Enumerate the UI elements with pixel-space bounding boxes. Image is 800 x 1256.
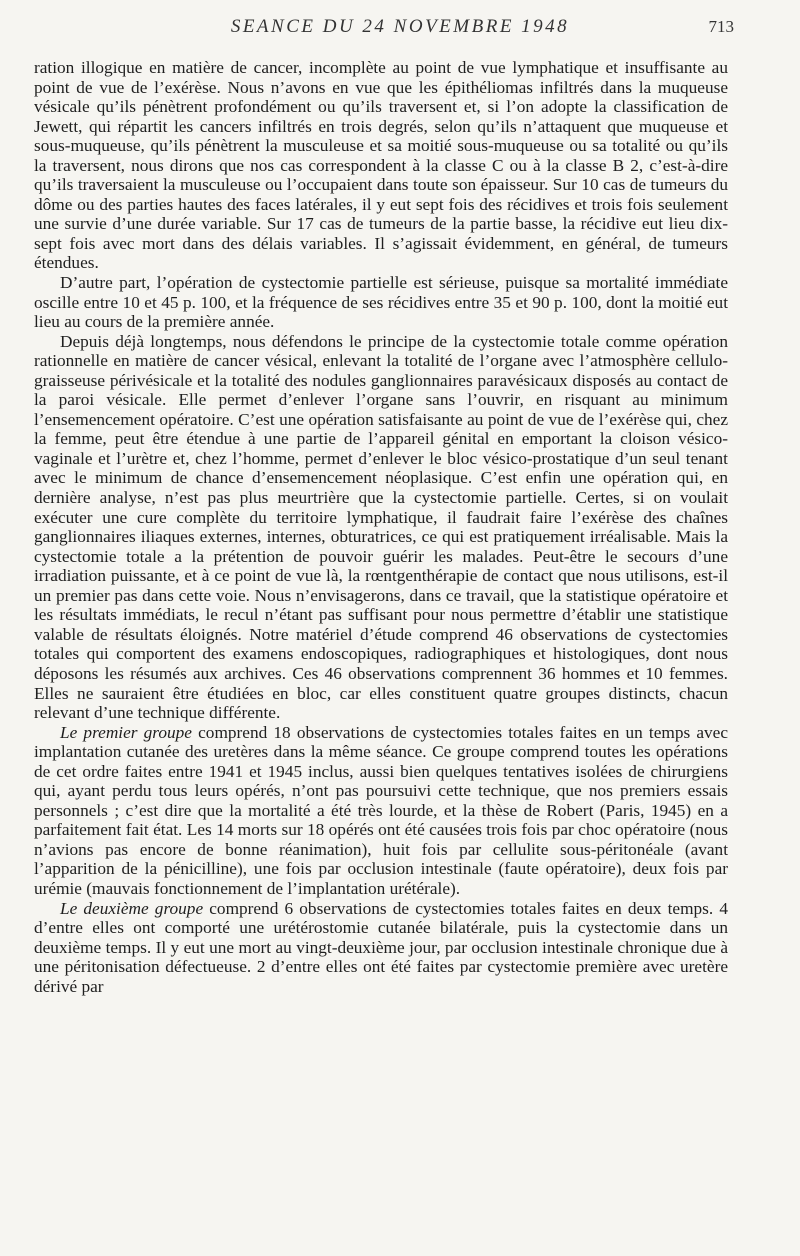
- paragraph-2: D’autre part, l’opération de cystectomie partielle est sérieuse, puisque sa mortalité immédiate oscille entre 10 et 45 p. 100, et la fréquence de ses récidives entre 35 et 90 p. 100, dont la moitié eut lieu au cours de la première année.: [34, 273, 728, 332]
- paragraph-4: [34, 723, 728, 899]
- page-number: 713: [708, 17, 734, 36]
- paragraph-5: [34, 899, 728, 997]
- paragraph-4-text: comprend 18 observations de cystectomies totales faites en un temps avec implantation cutanée des uretères dans la même séance. Ce groupe comprend toutes les opérations de cet ordre faites entre 1941 et 1945 inclus, aussi bien quelques tentatives isolées de chirurgiens qui, ayant perdu tous leurs opérés, n’ont pas poursuivi cette technique, que nos premiers essais personnels ; c’est dire que la mortalité a été très lourde, et la thèse de Robert (Paris, 1945) en a parfaitement fait état. Les 14 morts sur 18 opérés ont été causées trois fois par choc opératoire (nous n’avions pas encore de bonne réanimation), huit fois par cellulite sous-péritonéale (avant l’apparition de la pénicilline), une fois par occlusion intestinale (faute opératoire), deux fois par urémie (mauvais fonctionnement de l’implantation urétérale).: [34, 722, 729, 898]
- paragraph-5-lead: Le deuxième groupe: [60, 898, 204, 918]
- paragraph-4-lead: Le premier groupe: [60, 722, 192, 742]
- running-head: [0, 16, 800, 46]
- paragraph-1: ration illogique en matière de cancer, incomplète au point de vue lymphatique et insuffisante au point de vue de l’exérèse. Nous n’avons en vue que les épithéliomas infiltrés dans la muqueuse vésicale qu’ils pénètrent profondément ou qu’ils traversent et, si l’on adopte la classification de Jewett, qui répartit les cancers infiltrés en trois degrés, selon qu’ils n’attaquent que muqueuse et sous-muqueuse, qu’ils pénètrent la musculeuse et sa moitié sous-muqueuse ou sa totalité ou qu’ils la traversent, nous dirons que nos cas correspondent à la classe C ou à la classe B 2, c’est-à-dire qu’ils traversaient la musculeuse ou l’occupaient dans toute son épaisseur. Sur 10 cas de tumeurs du dôme ou des parties hautes des faces latérales, il y eut sept fois des récidives et trois fois seulement une survie d’une durée variable. Sur 17 cas de tumeurs de la partie basse, la récidive eut lieu dix-sept fois avec mort dans des délais variables. Il s’agissait évidemment, en général, de tumeurs étendues.: [34, 58, 728, 273]
- body-text: [34, 58, 728, 996]
- paragraph-5-text: comprend 6 observations de cystectomies totales faites en deux temps. 4 d’entre elles ont comporté une urétérostomie cutanée bilatérale, puis la cystectomie dans un deuxième temps. Il y eut une mort au vingt-deuxième jour, par occlusion intestinale chronique due à une péritonisation défectueuse. 2 d’entre elles ont été faites par cystectomie première avec uretère dérivé par: [34, 898, 728, 996]
- running-head-title: SEANCE DU 24 NOVEMBRE 1948: [230, 16, 570, 37]
- paragraph-3: Depuis déjà longtemps, nous défendons le principe de la cystectomie totale comme opération rationnelle en matière de cancer vésical, enlevant la totalité de l’organe avec l’atmosphère cellulo-graisseuse périvésicale et la totalité des nodules ganglionnaires paravésicaux disposés au contact de la paroi vésicale. Elle permet d’enlever l’organe sans l’ouvrir, en risquant au minimum l’ensemencement opératoire. C’est une opération satisfaisante au point de vue de l’exérèse qui, chez la femme, peut être étendue à une partie de l’appareil génital en emportant la cloison vésico-vaginale et l’urètre et, chez l’homme, permet d’enlever le bloc vésico-prostatique d’un seul tenant avec le minimum de chance d’ensemencement néoplasique. C’est enfin une opération qui, en dernière analyse, n’est pas plus meurtrière que la cystectomie partielle. Certes, si on voulait exécuter une cure complète du territoire lymphatique, il faudrait faire l’exérèse des chaînes ganglionnaires iliaques externes, internes, obturatrices, ce qui est pratiquement irréalisable. Mais la cystectomie totale a la prétention de pouvoir guérir les malades. Peut-être le secours d’une irradiation puissante, et à ce point de vue là, la rœntgenthérapie de contact que nous utilisons, est-il un premier pas dans cette voie. Nous n’envisagerons, dans ce travail, que la statistique opératoire et les résultats immédiats, le recul n’étant pas suffisant pour nous permettre d’établir une statistique valable de résultats éloignés. Notre matériel d’étude comprend 46 observations de cystectomies totales qui comportent des examens endoscopiques, radiographiques et histologiques, dont nous déposons les résumés aux archives. Ces 46 observations comprennent 36 hommes et 10 femmes. Elles ne sauraient être étudiées en bloc, car elles constituent quatre groupes distincts, chacun relevant d’une technique différente.: [34, 331, 728, 723]
